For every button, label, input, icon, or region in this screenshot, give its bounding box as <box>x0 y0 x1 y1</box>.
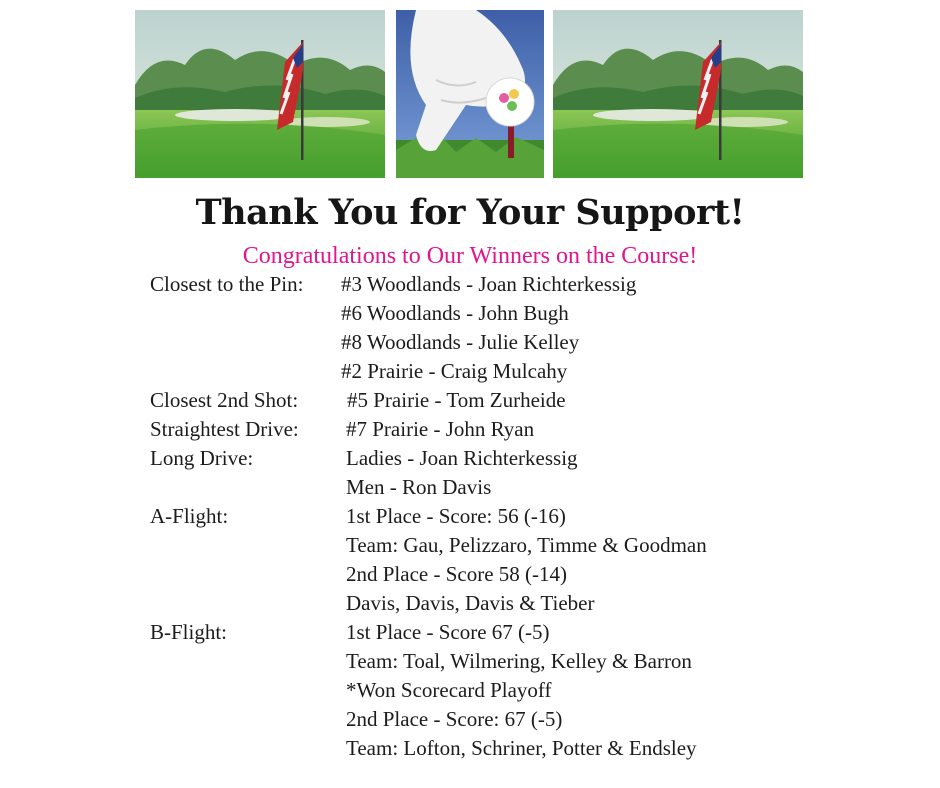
winner-value: Team: Toal, Wilmering, Kelley & Barron <box>346 649 692 673</box>
winner-value: Team: Gau, Pelizzaro, Timme & Goodman <box>346 533 707 557</box>
category-label: A-Flight: <box>150 504 229 528</box>
gloved-hand-teeing-golf-ball-photo <box>396 10 544 178</box>
category-label: B-Flight: <box>150 620 228 644</box>
winner-value: #5 Prairie - Tom Zurheide <box>347 388 566 412</box>
winner-value: 1st Place - Score 67 (-5) <box>346 620 550 644</box>
winner-value: #7 Prairie - John Ryan <box>346 417 535 441</box>
golf-course-flag-photo <box>135 10 385 178</box>
winner-value: Davis, Davis, Davis & Tieber <box>346 591 595 615</box>
category-label: Closest 2nd Shot: <box>150 388 299 412</box>
winner-value: Team: Lofton, Schriner, Potter & Endsley <box>346 736 697 760</box>
category-label: Closest to the Pin: <box>150 272 304 296</box>
winner-value: #8 Woodlands - Julie Kelley <box>341 330 580 354</box>
winner-value: #2 Prairie - Craig Mulcahy <box>341 359 568 383</box>
category-label: Long Drive: <box>150 446 254 470</box>
winner-value: 2nd Place - Score: 67 (-5) <box>346 707 563 731</box>
category-label: Straightest Drive: <box>150 417 299 441</box>
winner-value: 2nd Place - Score 58 (-14) <box>346 562 568 586</box>
winner-value: #6 Woodlands - John Bugh <box>341 301 569 325</box>
page-subtitle: Congratulations to Our Winners on the Course! <box>242 243 698 269</box>
golf-course-flag-photo <box>553 10 803 178</box>
winner-value: *Won Scorecard Playoff <box>346 678 552 702</box>
winner-value: 1st Place - Score: 56 (-16) <box>346 504 566 528</box>
page-title: Thank You for Your Support! <box>195 192 745 233</box>
winner-value: Ladies - Joan Richterkessig <box>346 446 578 470</box>
winner-value: Men - Ron Davis <box>346 475 492 499</box>
winner-value: #3 Woodlands - Joan Richterkessig <box>341 272 637 296</box>
